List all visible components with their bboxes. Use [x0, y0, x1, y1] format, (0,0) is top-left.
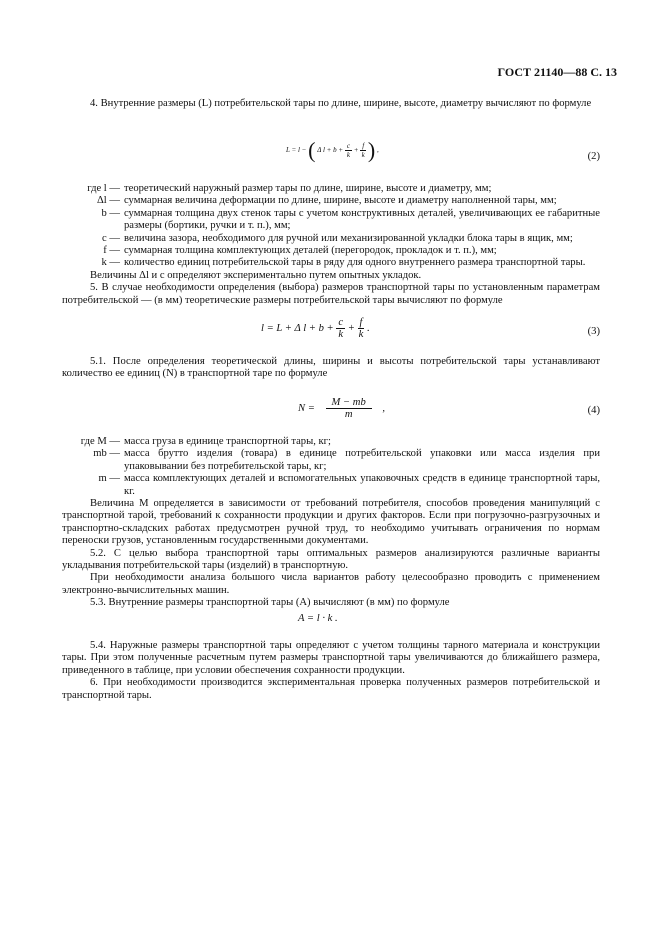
- paragraph-4: [62, 98, 600, 110]
- paragraph-5-3: 5.3. Внутренние размеры транспортной тары (A) вычисляют (в мм) по формуле: [90, 597, 450, 609]
- eq3-frac-c-k: [336, 317, 345, 340]
- eq3-frac1-den: k: [338, 329, 344, 340]
- definition-row: [62, 208, 600, 233]
- paragraph-6: 6. При необходимости производится экспериментальная проверка полученных размеров потребительской и транспортной тары.: [62, 677, 600, 701]
- eq2-frac1-den: k: [346, 151, 350, 159]
- paragraph-4-text: 4. Внутренние размеры (L) потребительской тары по длине, ширине, высоте, диаметру вычисляют по формуле: [90, 98, 592, 109]
- eq4-tail: ,: [382, 402, 386, 414]
- equation-3-number: (3): [587, 326, 600, 337]
- eq2-frac-f-k: [360, 142, 366, 159]
- eq2-plus: +: [353, 146, 359, 155]
- definition-row: [62, 195, 600, 207]
- def-symbol: c —: [102, 232, 120, 244]
- eq3-plus: +: [347, 322, 355, 334]
- eq3-frac-f-k: [358, 317, 365, 340]
- eq4-left: N =: [298, 402, 315, 414]
- eq4-fraction: [326, 397, 372, 420]
- eq3-frac2-num: f: [359, 317, 363, 328]
- eq2-open-paren: (: [308, 137, 316, 163]
- def-text: масса комплектующих деталей и вспомогательных упаковочных средств в единице транспортной тары, кг.: [124, 473, 600, 497]
- def-symbol: b —: [101, 207, 120, 219]
- eq2-inner: Δ l + b +: [317, 146, 344, 155]
- def-symbol: где l —: [87, 183, 120, 194]
- final-paragraphs: [62, 640, 600, 702]
- page-header: ГОСТ 21140—88 С. 13: [497, 65, 617, 79]
- eq3-tail: .: [367, 322, 370, 334]
- eq2-close-paren: ): [367, 137, 376, 163]
- eq2-left: L = l −: [286, 146, 307, 155]
- def-text: теоретический наружный размер тары по длине, ширине, высоте и диаметру, мм;: [124, 183, 492, 194]
- def-symbol: mb —: [93, 448, 120, 460]
- def-symbol: m —: [98, 473, 120, 485]
- eq4-denominator: m: [344, 409, 353, 420]
- eq2-frac2-num: f: [362, 142, 365, 150]
- def-text: величина зазора, необходимого для ручной или механизированной укладки блока тары в ящик, мм;: [124, 232, 573, 244]
- eq3-frac1-num: c: [338, 317, 344, 328]
- equation-5: A = l · k .: [298, 613, 338, 624]
- paragraph-5-1: [62, 356, 600, 381]
- eq2-frac2-den: k: [361, 151, 365, 159]
- equation-4-number: (4): [587, 405, 600, 416]
- equation-2: [286, 137, 379, 163]
- paragraph-mass: Величина M определяется в зависимости от требований потребителя, способов проведения манипуляций с транспортной тарой, требований к сохранности продукции и других факторов. Если при погрузочно-разгрузочных и транспортно-складских работах предусмотрен ручной труд, то необходимо учитывать ограничения по нормам переноски грузов, установленным государственными документами.: [62, 498, 600, 547]
- paragraph-5-2b: При необходимости анализа большого числа вариантов работу целесообразно проводить с применением электронно-вычислительных машин.: [62, 572, 600, 596]
- def-text: количество единиц потребительской тары в ряду для одного внутреннего размера транспортной тары.: [124, 257, 586, 269]
- def-text: масса груза в единице транспортной тары, кг;: [124, 436, 331, 447]
- definitions-eq2: [62, 183, 600, 307]
- paragraph-delta: Величины Δl и c определяют экспериментально путем опытных укладок.: [90, 269, 422, 281]
- eq4-numerator: M − mb: [326, 397, 372, 409]
- definition-row: [62, 257, 600, 269]
- def-text: суммарная толщина комплектующих деталей (перегородок, прокладок и т. п.), мм;: [124, 245, 497, 257]
- definition-row: [62, 245, 600, 257]
- definition-row: [62, 436, 600, 448]
- eq3-left: l = L + Δ l + b +: [261, 322, 334, 334]
- definition-row: [62, 473, 600, 498]
- def-symbol: f —: [103, 245, 120, 257]
- eq2-tail: ,: [377, 146, 379, 155]
- def-text: суммарная величина деформации по длине, ширине, высоте и диаметру наполненной тары, мм;: [124, 195, 557, 207]
- eq3-frac2-den: k: [358, 329, 364, 340]
- equation-4: [298, 397, 385, 420]
- eq2-frac-c-k: [345, 142, 352, 159]
- paragraph-5-1-text: 5.1. После определения теоретической длины, ширины и высоты потребительской тары устанавливают количество ее единиц (N) в транспортной таре по формуле: [62, 356, 600, 380]
- paragraph-5: 5. В случае необходимости определения (выбора) размеров транспортной тары по установленным параметрам потребительской — (в мм) теоретические размеры потребительской тары вычисляют по формуле: [62, 282, 600, 306]
- paragraph-5-2: 5.2. С целью выбора транспортной тары оптимальных размеров анализируются различные варианты укладывания потребительской тары (изделий) в транспортную.: [62, 547, 600, 572]
- def-symbol: Δl —: [97, 195, 120, 207]
- def-text: суммарная толщина двух стенок тары с учетом конструктивных деталей, увеличивающих ее габаритные размеры (бортики, ручки и т. п.), мм;: [124, 207, 600, 232]
- def-symbol: где M —: [80, 436, 120, 447]
- paragraph-5-4: 5.4. Наружные размеры транспортной тары определяют с учетом толщины тарного материала и конструкции тары. При этом полученные расчетным путем размеры транспортной тары увеличиваются до ближайшего размера, приведенного в таблице, при условии обеспечения сохранности продукции.: [62, 640, 600, 676]
- definitions-eq4: [62, 436, 600, 610]
- equation-2-number: (2): [587, 151, 600, 162]
- definition-row: [62, 448, 600, 473]
- def-text: масса брутто изделия (товара) в единице потребительской упаковки или масса изделия при упаковывании без потребительской тары, кг;: [124, 448, 600, 472]
- definition-row: [62, 233, 600, 245]
- definition-row: [62, 183, 600, 195]
- equation-3: [261, 317, 370, 340]
- def-symbol: k —: [101, 257, 120, 269]
- eq2-frac1-num: c: [346, 142, 350, 150]
